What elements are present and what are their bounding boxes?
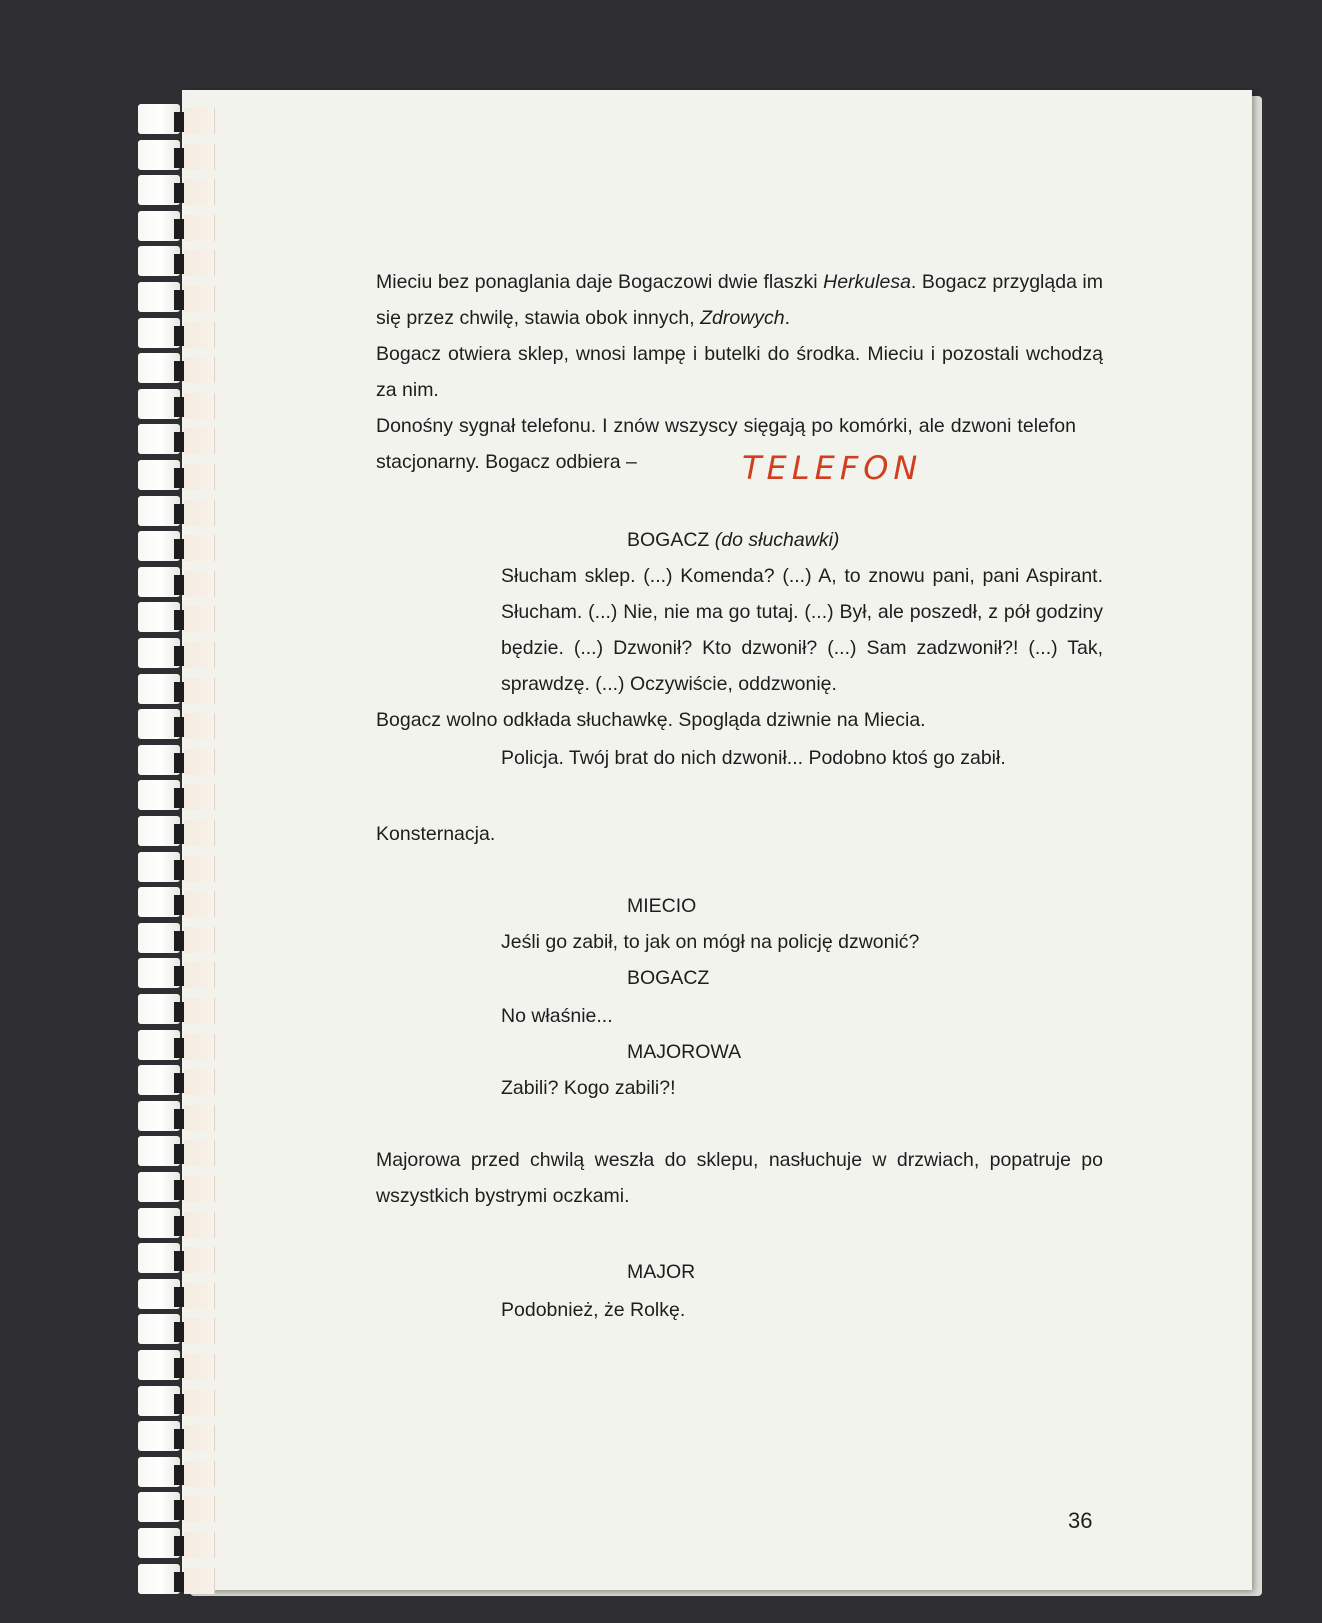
ring-hole bbox=[174, 575, 184, 595]
page-number: 36 bbox=[1068, 1508, 1093, 1533]
ring-tab bbox=[184, 1496, 215, 1522]
ring-hole bbox=[174, 361, 184, 381]
stage-direction-1 bbox=[376, 264, 1103, 336]
speaker-direction: (do słuchawki) bbox=[714, 529, 840, 551]
binding-ring bbox=[138, 1528, 216, 1558]
ring-hole bbox=[174, 1216, 184, 1236]
binding-ring bbox=[138, 958, 216, 988]
ring-hole bbox=[174, 148, 184, 168]
ring-hole bbox=[174, 1429, 184, 1449]
binding-ring bbox=[138, 1457, 216, 1487]
binding-ring bbox=[138, 602, 216, 632]
dialogue-majorowa: Zabili? Kogo zabili?! bbox=[501, 1077, 676, 1099]
ring-hole bbox=[174, 895, 184, 915]
ring-hole bbox=[174, 717, 184, 737]
ring-tab bbox=[184, 1532, 215, 1558]
speaker-miecio: MIECIO bbox=[627, 895, 697, 917]
ring-hole bbox=[174, 788, 184, 808]
ring-hole bbox=[174, 824, 184, 844]
ring-tab bbox=[184, 428, 215, 454]
ring-hole bbox=[174, 1144, 184, 1164]
ring-tab bbox=[184, 927, 215, 953]
ring-hole bbox=[174, 1572, 184, 1592]
ring-tab bbox=[184, 998, 215, 1024]
speaker-name: BOGACZ bbox=[627, 529, 710, 551]
binding-ring bbox=[138, 318, 216, 348]
ring-tab bbox=[184, 856, 215, 882]
ring-tab bbox=[184, 179, 215, 205]
binding-ring bbox=[138, 211, 216, 241]
handwritten-text: TELEFON bbox=[742, 449, 923, 487]
stage-direction-5: Konsternacja. bbox=[376, 823, 496, 845]
binding-ring bbox=[138, 994, 216, 1024]
ring-hole bbox=[174, 432, 184, 452]
ring-hole bbox=[174, 1180, 184, 1200]
speaker-majorowa: MAJOROWA bbox=[627, 1041, 742, 1063]
dialogue-bogacz-phone: Słucham sklep. (...) Komenda? (...) A, to znowu pani, pani Aspirant. Słucham. (...) Nie, nie ma go tutaj. (...) Był, ale poszedł, z pół godziny będzie. (...) Dzwonił? Kto dzwonił? (...) Sam zadzwonił?! (...) Tak, sprawdzę. (...) Oczywiście, oddzwonię. bbox=[501, 565, 1103, 695]
binding-ring bbox=[138, 1065, 216, 1095]
ring-tab bbox=[184, 749, 215, 775]
ring-tab bbox=[184, 1354, 215, 1380]
ring-hole bbox=[174, 254, 184, 274]
binding-ring bbox=[138, 1314, 216, 1344]
stage-text: . bbox=[784, 307, 791, 329]
stage-text: . Bogacz przygląda im się przez chwilę, stawia obok innych, bbox=[376, 271, 1103, 329]
ring-hole bbox=[174, 1394, 184, 1414]
binding-ring bbox=[138, 674, 216, 704]
handwritten-annotation bbox=[742, 447, 947, 487]
binding-ring bbox=[138, 496, 216, 526]
ring-hole bbox=[174, 539, 184, 559]
ring-hole bbox=[174, 1322, 184, 1342]
binding-ring bbox=[138, 567, 216, 597]
ring-tab bbox=[184, 535, 215, 561]
binding-ring bbox=[138, 424, 216, 454]
ring-tab bbox=[184, 144, 215, 170]
ring-tab bbox=[184, 215, 215, 241]
ring-tab bbox=[184, 1247, 215, 1273]
ring-hole bbox=[174, 1358, 184, 1378]
binding-ring bbox=[138, 1350, 216, 1380]
ring-hole bbox=[174, 1109, 184, 1129]
ring-hole bbox=[174, 860, 184, 880]
ring-tab bbox=[184, 322, 215, 348]
binding-ring bbox=[138, 709, 216, 739]
ring-hole bbox=[174, 1287, 184, 1307]
ring-hole bbox=[174, 1536, 184, 1556]
binding-ring bbox=[138, 745, 216, 775]
ring-hole bbox=[174, 397, 184, 417]
ring-hole bbox=[174, 1002, 184, 1022]
ring-tab bbox=[184, 1568, 215, 1594]
ring-tab bbox=[184, 678, 215, 704]
binding-ring bbox=[138, 282, 216, 312]
ring-hole bbox=[174, 468, 184, 488]
binding-ring bbox=[138, 780, 216, 810]
ring-hole bbox=[174, 1251, 184, 1271]
italic-title: Herkulesa bbox=[823, 271, 911, 293]
ring-hole bbox=[174, 1465, 184, 1485]
ring-tab bbox=[184, 1283, 215, 1309]
binding-ring bbox=[138, 353, 216, 383]
stage-direction-3: Donośny sygnał telefonu. I znów wszyscy sięgają po komórki, ale dzwoni telefon stacjonarny. Bogacz odbiera – bbox=[376, 415, 1076, 473]
ring-tab bbox=[184, 891, 215, 917]
binding-ring bbox=[138, 1243, 216, 1273]
ring-hole bbox=[174, 326, 184, 346]
ring-tab bbox=[184, 1390, 215, 1416]
dialogue-major: Podobnież, że Rolkę. bbox=[501, 1299, 686, 1321]
speaker-major: MAJOR bbox=[627, 1261, 696, 1283]
italic-title: Zdrowych bbox=[700, 307, 785, 329]
ring-tab bbox=[184, 393, 215, 419]
binding-ring bbox=[138, 140, 216, 170]
ring-tab bbox=[184, 571, 215, 597]
ring-hole bbox=[174, 966, 184, 986]
ring-tab bbox=[184, 108, 215, 134]
ring-tab bbox=[184, 286, 215, 312]
binding-ring bbox=[138, 1421, 216, 1451]
ring-tab bbox=[184, 1069, 215, 1095]
ring-hole bbox=[174, 610, 184, 630]
speaker-bogacz bbox=[627, 522, 839, 558]
binding-ring bbox=[138, 389, 216, 419]
ring-tab bbox=[184, 464, 215, 490]
binding-ring bbox=[138, 1386, 216, 1416]
ring-tab bbox=[184, 500, 215, 526]
binding-ring bbox=[138, 175, 216, 205]
ring-tab bbox=[184, 784, 215, 810]
binding-ring bbox=[138, 1136, 216, 1166]
ring-hole bbox=[174, 1038, 184, 1058]
ring-tab bbox=[184, 1212, 215, 1238]
binding-ring bbox=[138, 460, 216, 490]
binding-ring bbox=[138, 1208, 216, 1238]
binding-ring bbox=[138, 1030, 216, 1060]
binding-ring bbox=[138, 1279, 216, 1309]
ring-hole bbox=[174, 183, 184, 203]
binding-ring bbox=[138, 246, 216, 276]
binding-ring bbox=[138, 1172, 216, 1202]
binding-ring bbox=[138, 531, 216, 561]
stage-text: Mieciu bez ponaglania daje Bogaczowi dwie flaszki bbox=[376, 271, 824, 293]
ring-tab bbox=[184, 1318, 215, 1344]
binding-ring bbox=[138, 1101, 216, 1131]
ring-tab bbox=[184, 642, 215, 668]
binding-ring bbox=[138, 638, 216, 668]
binding-ring bbox=[138, 1564, 216, 1594]
ring-hole bbox=[174, 112, 184, 132]
binding-ring bbox=[138, 852, 216, 882]
ring-hole bbox=[174, 931, 184, 951]
ring-tab bbox=[184, 1461, 215, 1487]
ring-tab bbox=[184, 250, 215, 276]
ring-hole bbox=[174, 290, 184, 310]
speaker-bogacz-2: BOGACZ bbox=[627, 967, 710, 989]
binding-ring bbox=[138, 816, 216, 846]
ring-tab bbox=[184, 606, 215, 632]
ring-tab bbox=[184, 713, 215, 739]
ring-tab bbox=[184, 1425, 215, 1451]
ring-hole bbox=[174, 682, 184, 702]
stage-direction-2: Bogacz otwiera sklep, wnosi lampę i butelki do środka. Mieciu i pozostali wchodzą za nim. bbox=[376, 343, 1103, 401]
ring-tab bbox=[184, 1176, 215, 1202]
ring-hole bbox=[174, 1500, 184, 1520]
stage-direction-4: Bogacz wolno odkłada słuchawkę. Spogląda dziwnie na Miecia. bbox=[376, 709, 926, 731]
dialogue-miecio: Jeśli go zabił, to jak on mógł na policję dzwonić? bbox=[501, 931, 920, 953]
ring-hole bbox=[174, 504, 184, 524]
binding-ring bbox=[138, 104, 216, 134]
binding-ring bbox=[138, 1492, 216, 1522]
stage-direction-6: Majorowa przed chwilą weszła do sklepu, nasłuchuje w drzwiach, popatruje po wszystkich bystrymi oczkami. bbox=[376, 1149, 1103, 1207]
ring-hole bbox=[174, 219, 184, 239]
ring-tab bbox=[184, 962, 215, 988]
ring-hole bbox=[174, 1073, 184, 1093]
ring-tab bbox=[184, 1034, 215, 1060]
binding-ring bbox=[138, 923, 216, 953]
dialogue-bogacz-2: No właśnie... bbox=[501, 1005, 613, 1027]
ring-tab bbox=[184, 1140, 215, 1166]
dialogue-bogacz-policja: Policja. Twój brat do nich dzwonił... Podobno ktoś go zabił. bbox=[501, 747, 1006, 769]
ring-tab bbox=[184, 1105, 215, 1131]
ring-hole bbox=[174, 753, 184, 773]
ring-tab bbox=[184, 357, 215, 383]
ring-tab bbox=[184, 820, 215, 846]
ring-hole bbox=[174, 646, 184, 666]
binding-ring bbox=[138, 887, 216, 917]
comb-binding bbox=[138, 96, 218, 1591]
